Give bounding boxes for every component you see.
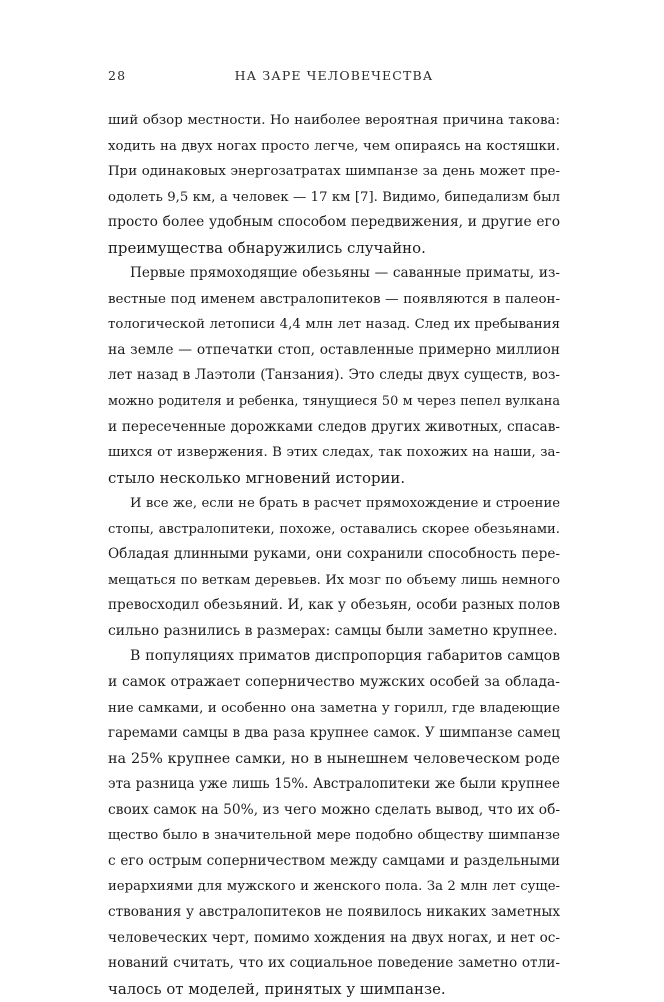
text-line: тологической летописи 4,4 млн лет назад. След их пребывания [108,317,560,333]
text-line: и самок отражает соперничество мужских особей за облада- [108,674,560,691]
text-line: вестные под именем австралопитеков — появляются в палеон- [108,291,560,307]
text-line: стопы, австралопитеки, похоже, оставались скорее обезьянами. [108,521,560,537]
running-title: НА ЗАРЕ ЧЕЛОВЕЧЕСТВА [234,68,434,83]
text-line: ние самками, и особенно она заметна у горилл, где владеющие [108,700,560,716]
text-line: иерархиями для мужского и женского пола. За 2 млн лет суще- [108,879,560,895]
paragraph-1 [108,108,560,261]
text-line: В популяциях приматов диспропорция габаритов самцов [130,648,560,665]
text-line: Первые прямоходящие обезьяны — саванные приматы, из- [130,265,560,282]
text-line: лет назад в Лаэтоли (Танзания). Это следы двух существ, воз- [108,367,560,384]
text-line: можно родителя и ребенка, тянущиеся 50 м через пепел вулкана [108,394,560,410]
text-line: одолеть 9,5 км, а человек — 17 км [7]. Видимо, бипедализм был [108,189,560,205]
text-line: с его острым соперничеством между самцами и раздельными [108,852,560,869]
text-line: шихся от извержения. В этих следах, так похожих на наши, за- [108,445,560,461]
paragraph-2 [108,261,560,491]
text-line: Обладая длинными руками, они сохранили способность пере- [108,546,560,563]
text-line: превосходил обезьяний. И, как у обезьян, особи разных полов [108,597,560,614]
text-line: И все же, если не брать в расчет прямохождение и строение [130,496,560,512]
text-line: на земле — отпечатки стоп, оставленные примерно миллион [108,341,560,358]
text-line: мещаться по веткам деревьев. Их мозг по объему лишь немного [108,572,560,588]
text-line: просто более удобным способом передвижения, и другие его [108,214,560,231]
text-line: преимущества обнаружились случайно. [108,238,426,257]
text-line: на 25% крупнее самки, но в нынешнем человеческом роде [108,750,560,767]
text-line: ший обзор местности. Но наиболее вероятная причина такова: [108,113,560,128]
text-line: своих самок на 50%, из чего можно сделать вывод, что их об- [108,801,560,818]
text-line: эта разница уже лишь 15%. Австралопитеки же были крупнее [108,776,560,793]
running-head [108,68,560,86]
text-line: и пересеченные дорожками следов других животных, спасав- [108,418,560,435]
text-line: ствования у австралопитеков не появилось никаких заметных [108,903,560,920]
text-line: щество было в значительной мере подобно обществу шимпанзе [108,828,560,844]
paragraph-3 [108,491,560,644]
page-number: 28 [108,68,127,83]
text-line: сильно разнились в размерах: самцы были заметно крупнее. [108,622,558,639]
text-line: гаремами самцы в два раза крупнее самок. У шимпанзе самец [108,725,560,742]
text-line: человеческих черт, помимо хождения на двух ногах, и нет ос- [108,929,560,946]
body-text [108,108,560,1002]
paragraph-4 [108,644,560,1002]
text-line: стыло несколько мгновений истории. [108,468,406,487]
text-line: При одинаковых энергозатратах шимпанзе за день может пре- [108,164,560,180]
text-line: нований считать, что их социальное поведение заметно отли- [108,955,560,972]
text-line: чалось от моделей, принятых у шимпанзе. [108,979,446,998]
text-line: ходить на двух ногах просто легче, чем опираясь на костяшки. [108,138,560,154]
